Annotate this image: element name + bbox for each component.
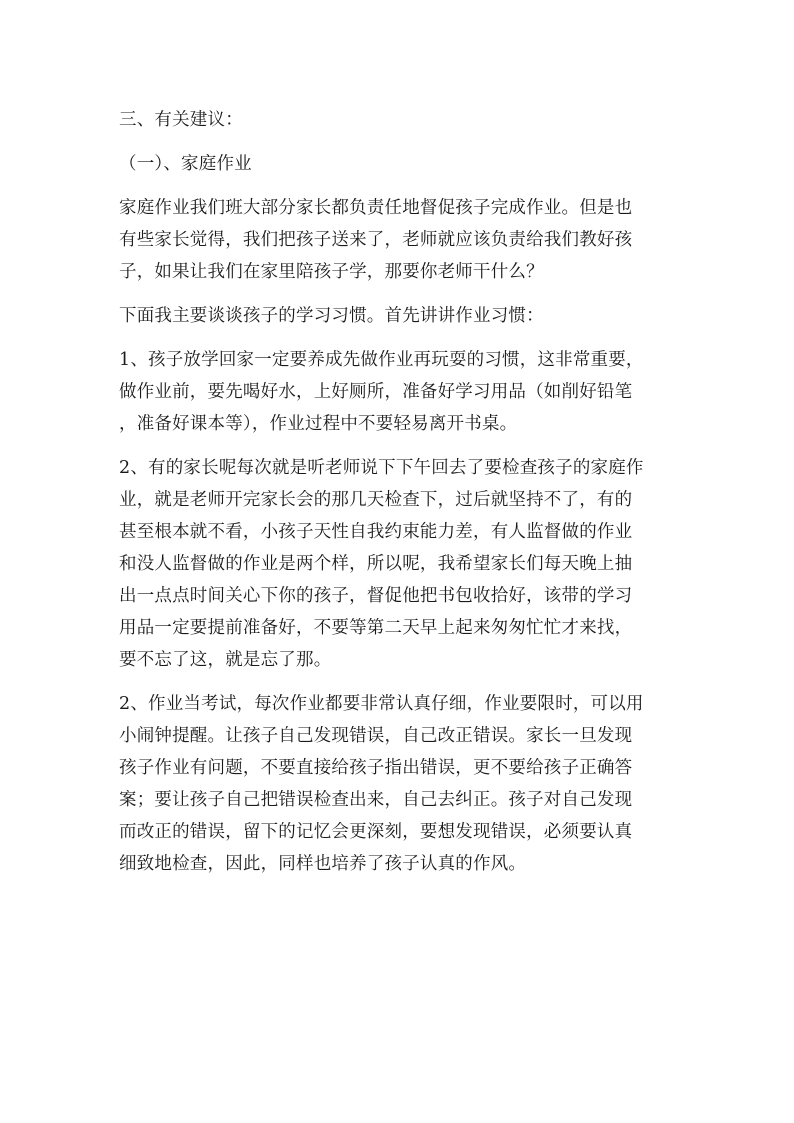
paragraph-point-2 <box>119 452 679 676</box>
text-line: 子，如果让我们在家里陪孩子学，那要你老师干什么？ <box>119 262 544 282</box>
paragraph-point-1 <box>119 344 679 440</box>
text-line: 甚至根本就不看，小孩子天性自我约束能力差，有人监督做的作业 <box>119 522 633 542</box>
text-line: 2、有的家长呢每次就是听老师说下下午回去了要检查孩子的家庭作 <box>119 458 644 478</box>
text-line: 而改正的错误，留下的记忆会更深刻，要想发现错误，必须要认真 <box>119 822 633 842</box>
text-line: 细致地检查，因此，同样也培养了孩子认真的作风。 <box>119 854 527 874</box>
text-line: 1、孩子放学回家一定要养成先做作业再玩耍的习惯，这非常重要， <box>119 350 644 370</box>
paragraph-intro <box>119 192 679 288</box>
text-line: 有些家长觉得，我们把孩子送来了，老师就应该负责给我们教好孩 <box>119 230 633 250</box>
paragraph-point-2b <box>119 688 679 880</box>
text-line: 和没人监督做的作业是两个样，所以呢，我希望家长们每天晚上抽 <box>119 554 633 574</box>
text-line: 做作业前，要先喝好水，上好厕所，准备好学习用品（如削好铅笔 <box>119 382 633 402</box>
text-line: ，准备好课本等），作业过程中不要轻易离开书桌。 <box>119 414 518 434</box>
paragraph-study-habits <box>119 300 679 332</box>
section-heading: 三、有关建议： <box>119 110 243 130</box>
text-line: 下面我主要谈谈孩子的学习习惯。首先讲讲作业习惯： <box>119 306 544 326</box>
text-line: 用品一定要提前准备好，不要等第二天早上起来匆匆忙忙才来找， <box>119 618 633 638</box>
subsection-heading: （一）、家庭作业 <box>119 154 252 174</box>
text-line: 业，就是老师开完家长会的那几天检查下，过后就坚持不了，有的 <box>119 490 633 510</box>
text-line: 小闹钟提醒。让孩子自己发现错误，自己改正错误。家长一旦发现 <box>119 726 633 746</box>
document-body <box>119 104 679 880</box>
text-line: 孩子作业有问题，不要直接给孩子指出错误，更不要给孩子正确答 <box>119 758 633 778</box>
text-line: 出一点点时间关心下你的孩子，督促他把书包收拾好，该带的学习 <box>119 586 633 606</box>
text-line: 案；要让孩子自己把错误检查出来，自己去纠正。孩子对自己发现 <box>119 790 633 810</box>
text-line: 家庭作业我们班大部分家长都负责任地督促孩子完成作业。但是也 <box>119 198 633 218</box>
text-line: 2、作业当考试，每次作业都要非常认真仔细，作业要限时，可以用 <box>119 694 644 714</box>
text-line: 要不忘了这，就是忘了那。 <box>119 650 332 670</box>
